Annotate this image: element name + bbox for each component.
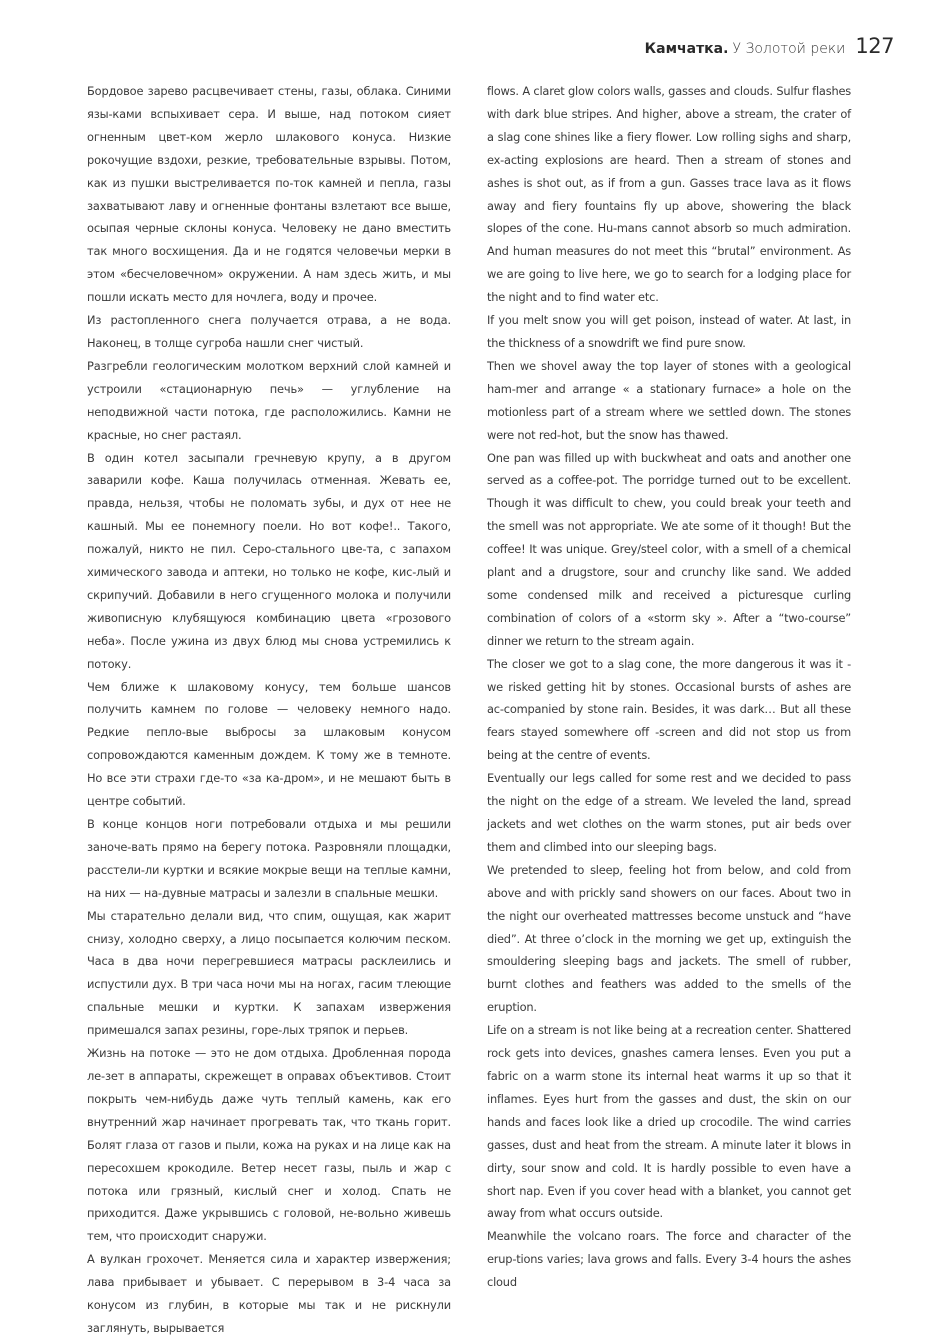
ru-paragraph: В один котел засыпали гречневую крупу, а в другом заварили кофе. Каша получилась отменная. Жевать ее, правда, нельзя, чтобы не поломать зубы, и дух от нее не кашный. Мы ее понемногу поели. Но вот кофе!.. Такого, пожалуй, никто не пил. Серо-стального цве-та, с запахом химического завода и аптеки, но только не кофе, кис-лый и скрипучий. Добавили в него сгущенного молока и получили живописную клубящуюся комбинацию цвета «грозового неба». После ужина из двух блюд мы снова устремились к потоку. [87,450,451,671]
header-subtitle: У Золотой реки [732,41,846,57]
en-paragraph: flows. A claret glow colors walls, gasses and clouds. Sulfur flashes with dark blue stripes. And higher, above a stream, the crater of a slag cone shines like a fiery flower. Low rolling sighs and sharp, ex-acting explosions are heard. Then a stream of stones and ashes is shot out, as if from a gun. Gasses trace lava as it flows away and fiery fountains fly up above, showering the black slopes of the cone. Hu-mans cannot absorb so much admiration. And human measures do not meet this “brutal” environment. As we are going to live here, we go to search for a lodging place for the night and to find water etc. [487,84,851,305]
header-separator: . [723,41,729,57]
russian-text-column [87,80,451,1340]
en-paragraph: One pan was filled up with buckwheat and oats and another one served as a coffee-pot. The porridge turned out to be excellent. Though it was difficult to chew, you could break your teeth and the smell was not appropriate. We ate some of it though! But the coffee! It was unique. Grey/steel color, with a smell of a chemical plant and a drugstore, sour and crunchy like sand. We added some condensed milk and received a picturesque curling combination of colors of a «storm sky ». After a “two-course” dinner we return to the stream again. [487,450,851,648]
page-number: 127 [855,34,894,58]
en-paragraph: We pretended to sleep, feeling hot from below, and cold from above and with prickly sand showers on our faces. About two in the night our overheated mattresses become unstuck and “have died”. At three o’clock in the morning we get up, extinguish the smouldering sleeping bags and jackets. The smell of rubber, burnt clothes and feathers was added to the smells of the eruption. [487,862,851,1015]
ru-paragraph: В конце концов ноги потребовали отдыха и мы решили заноче-вать прямо на берегу потока. Разровняли площадки, расстели-ли куртки и всякие мокрые вещи на теплые камни, на них — на-дувные матрасы и залезли в спальные мешки. [87,817,451,900]
en-paragraph: Meanwhile the volcano roars. The force and character of the erup-tions varies; lava grows and falls. Every 3-4 hours the ashes cloud [487,1229,851,1290]
ru-paragraph: Бордовое зарево расцвечивает стены, газы, облака. Синими язы-ками вспыхивает сера. И выше, над потоком сияет огненным цвет-ком жерло шлакового конуса. Низкие рокочущие вздохи, резкие, требовательные взрывы. Потом, как из пушки выстреливается по-ток камней и пепла, газы захватывают лаву и огненные фонтаны взлетают все выше, осыпая черные склоны конуса. Человеку не дано вместить так много восхищения. Да и не годятся человечьи мерки в этом «бесчеловечном» окружении. А нам здесь жить, и мы пошли искать место для ночлега, воду и прочее. [87,84,451,305]
header-place-name: Камчатка [644,41,724,57]
en-paragraph: Life on a stream is not like being at a recreation center. Shattered rock gets into devices, gnashes camera lenses. Even you put a fabric on a warm stone its internal heat warms it up so that it inflames. Eyes hurt from the gasses and dust, the skin on our hands and faces look like a dried up crocodile. The wind carries gasses, dust and heat from the stream. A minute later it blows in dirty, sour snow and cold. It is hardly possible to even have a short nap. Even if you cover head with a blanket, you cannot get away from what occurs outside. [487,1023,851,1221]
en-paragraph: Eventually our legs called for some rest and we decided to pass the night on the edge of a stream. We leveled the land, spread jackets and wet clothes on the warm stones, put air beds over them and climbed into our sleeping bags. [487,771,851,854]
ru-paragraph: Из растопленного снега получается отрава, а не вода. Наконец, в толще сугроба нашли снег чистый. [87,313,451,350]
ru-paragraph: Разгребли геологическим молотком верхний слой камней и устроили «стационарную печь» — углубление на неподвижной части потока, где расположились. Камни не красные, но снег растаял. [87,358,451,442]
ru-paragraph: Мы старательно делали вид, что спим, ощущая, как жарит снизу, холодно сверху, а лицо посыпается колючим песком. Часа в два ночи перегревшиеся матрасы расклеились и испустили дух. В три часа ночи мы на ногах, гасим тлеющие спальные мешки и куртки. К запахам извержения примешался запах резины, горе-лых тряпок и перьев. [87,908,451,1038]
ru-paragraph: А вулкан грохочет. Меняется сила и характер извержения; лава прибывает и убывает. С перерывом в 3-4 часа за конусом из глубин, в которые мы так и не рискнули заглянуть, вырывается [87,1252,451,1335]
en-paragraph: If you melt snow you will get poison, instead of water. At last, in the thickness of a snowdrift we find pure snow. [487,313,851,350]
running-header [645,34,894,58]
english-text-column [487,80,851,1294]
en-paragraph: Then we shovel away the top layer of stones with a geological ham-mer and arrange « a stationary furnace» a hole on the motionless part of a stream where we settled down. The stones were not red-hot, but the snow has thawed. [487,358,851,442]
en-paragraph: The closer we got to a slag cone, the more dangerous it was it - we risked getting hit by stones. Occasional bursts of ashes are ac-companied by stone rain. Besides, it was dark… But all these fears stayed somewhere off -screen and did not stop us from being at the centre of events. [487,656,851,763]
ru-paragraph: Чем ближе к шлаковому конусу, тем больше шансов получить камнем по голове — человеку немного надо. Редкие пепло-вые выбросы за шлаковым конусом сопровождаются каменным дождем. К тому же в темноте. Но все эти страхи где-то «за ка-дром», и не мешают быть в центре событий. [87,679,451,809]
ru-paragraph: Жизнь на потоке — это не дом отдыха. Дробленная порода ле-зет в аппараты, скрежещет в оправах объективов. Стоит покрыть чем-нибудь даже чуть теплый камень, как его внутренний жар начинает прогревать так, что ткань горит. Болят глаза от газов и пыли, кожа на руках и на лице как на пересохшем крокодиле. Ветер несет газы, пыль и жар с потока или грязный, кислый снег и холод. Спать не приходится. Даже укрывшись с головой, не-вольно живешь тем, что происходит снаружи. [87,1046,451,1244]
